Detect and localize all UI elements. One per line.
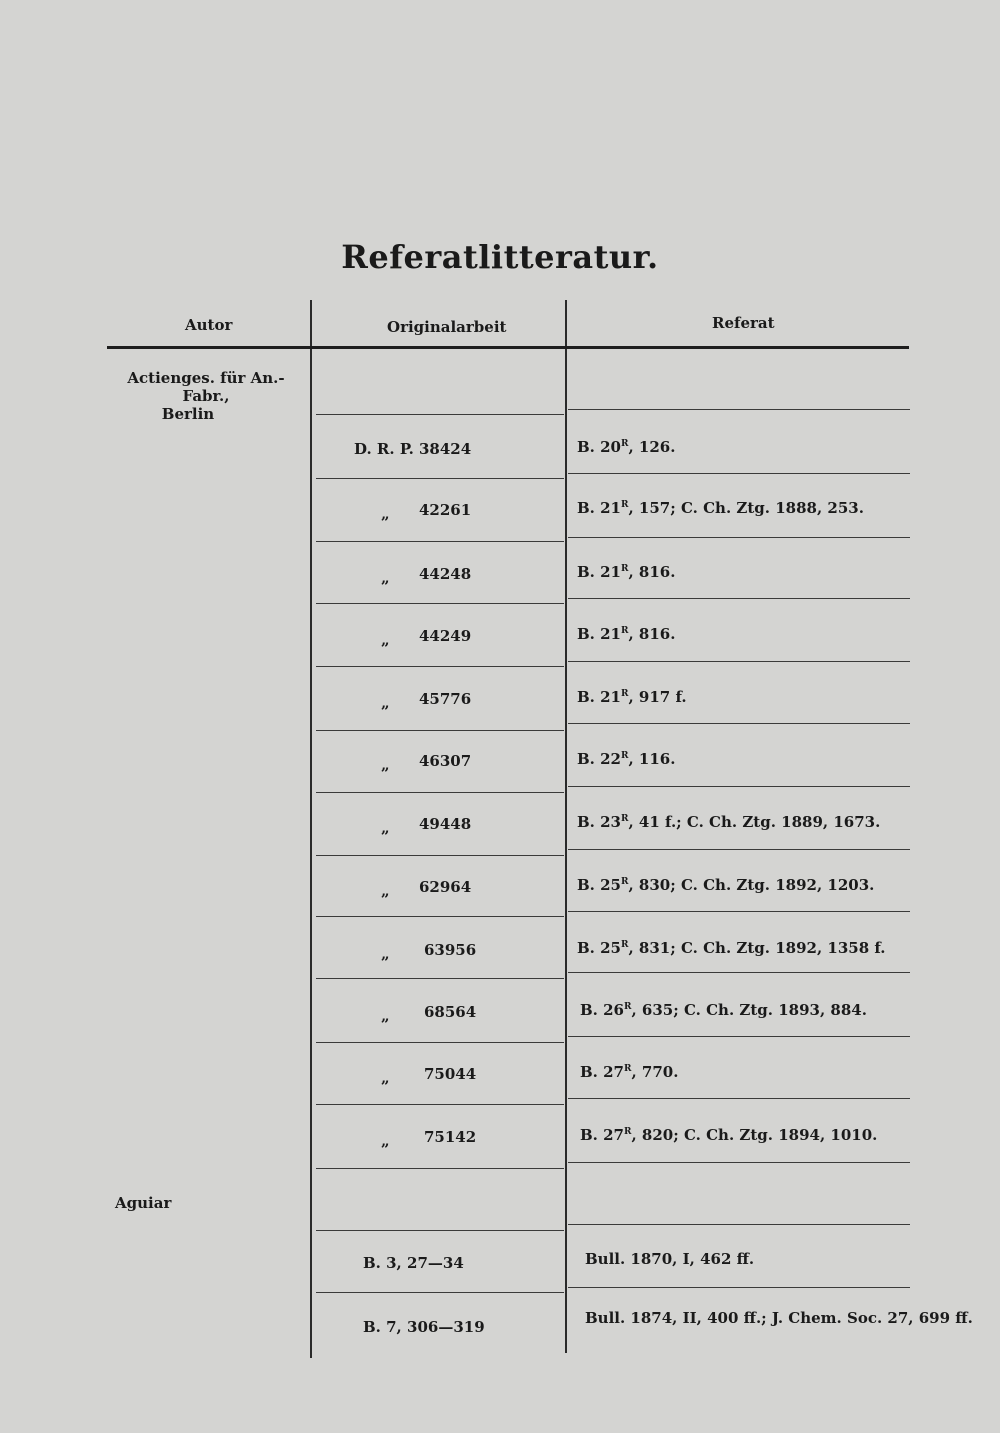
referat-cell (577, 625, 675, 643)
row-separator (568, 473, 910, 474)
orig-number: 75142 (424, 1128, 477, 1146)
referat-volume: B. 27 (580, 1063, 624, 1081)
orig-number: 62964 (419, 878, 472, 896)
referat-superscript: R (621, 689, 629, 699)
aguiar-ref-2: Bull. 1874, II, 400 ff.; J. Chem. Soc. 27, 699 ff. (585, 1309, 973, 1327)
orig-prefix: „ (381, 819, 390, 837)
aguiar-orig-1: B. 3, 27—34 (363, 1254, 464, 1272)
orig-prefix: D. R. P. (354, 440, 414, 458)
row-separator (568, 972, 910, 973)
orig-prefix: „ (381, 882, 390, 900)
referat-superscript: R (621, 500, 629, 510)
orig-prefix: „ (381, 505, 390, 523)
author-line-2: Berlin (161, 405, 215, 423)
referat-superscript: R (624, 1002, 632, 1012)
referat-superscript: R (621, 877, 629, 887)
referat-cell (577, 563, 675, 581)
referat-pages: , 635; C. Ch. Ztg. 1893, 884. (631, 1001, 867, 1019)
row-separator (568, 1287, 910, 1288)
referat-volume: B. 21 (577, 688, 621, 706)
row-separator (568, 1098, 910, 1099)
author-actienges (104, 369, 308, 423)
orig-number: 46307 (419, 752, 472, 770)
orig-prefix: „ (381, 694, 390, 712)
referat-volume: B. 27 (580, 1126, 624, 1144)
referat-volume: B. 26 (580, 1001, 624, 1019)
referat-pages: , 831; C. Ch. Ztg. 1892, 1358 f. (628, 939, 886, 957)
orig-number: 44248 (419, 565, 472, 583)
row-separator (316, 666, 564, 667)
referat-cell (577, 876, 874, 894)
referat-pages: , 126. (628, 438, 676, 456)
row-separator (568, 1224, 910, 1225)
row-separator (568, 1036, 910, 1037)
aguiar-ref-1: Bull. 1870, I, 462 ff. (585, 1250, 755, 1268)
header-autor: Autor (185, 316, 233, 334)
row-separator (316, 1168, 564, 1169)
author-aguiar: Aguiar (115, 1194, 172, 1212)
row-separator (568, 911, 910, 912)
referat-pages: , 820; C. Ch. Ztg. 1894, 1010. (631, 1126, 878, 1144)
referat-volume: B. 25 (577, 939, 621, 957)
page-title: Referatlitteratur. (341, 238, 659, 276)
orig-number: 75044 (424, 1065, 477, 1083)
referat-cell (580, 1063, 678, 1081)
referat-cell (577, 813, 880, 831)
referat-pages: , 41 f.; C. Ch. Ztg. 1889, 1673. (628, 813, 881, 831)
row-separator (316, 916, 564, 917)
referat-volume: B. 21 (577, 499, 621, 517)
orig-prefix: „ (381, 1132, 390, 1150)
referat-cell (577, 750, 675, 768)
orig-number: 42261 (419, 501, 472, 519)
referat-superscript: R (621, 814, 629, 824)
row-separator (316, 978, 564, 979)
row-separator (316, 1230, 564, 1231)
row-separator (316, 855, 564, 856)
row-separator (568, 1162, 910, 1163)
orig-prefix: „ (381, 569, 390, 587)
header-originalarbeit: Originalarbeit (387, 318, 507, 336)
orig-prefix: „ (381, 1069, 390, 1087)
referat-superscript: R (624, 1064, 632, 1074)
orig-number: 49448 (419, 815, 472, 833)
row-separator (316, 730, 564, 731)
referat-pages: , 770. (631, 1063, 679, 1081)
referat-superscript: R (621, 439, 629, 449)
referat-pages: , 157; C. Ch. Ztg. 1888, 253. (628, 499, 864, 517)
referat-cell (577, 688, 687, 706)
referat-superscript: R (621, 564, 629, 574)
referat-pages: , 917 f. (628, 688, 687, 706)
referat-volume: B. 25 (577, 876, 621, 894)
orig-prefix: „ (381, 756, 390, 774)
referat-pages: , 830; C. Ch. Ztg. 1892, 1203. (628, 876, 875, 894)
row-separator (568, 786, 910, 787)
row-separator (568, 537, 910, 538)
referat-volume: B. 21 (577, 563, 621, 581)
referat-volume: B. 22 (577, 750, 621, 768)
orig-prefix: „ (381, 1007, 390, 1025)
orig-number: 68564 (424, 1003, 477, 1021)
orig-number: 63956 (424, 941, 477, 959)
referat-volume: B. 23 (577, 813, 621, 831)
referat-pages: , 816. (628, 563, 676, 581)
referat-cell (577, 499, 864, 517)
referat-volume: B. 20 (577, 438, 621, 456)
row-separator (568, 723, 910, 724)
referat-cell (580, 1126, 877, 1144)
orig-number: 45776 (419, 690, 472, 708)
referat-pages: , 116. (628, 750, 676, 768)
referat-cell (580, 1001, 867, 1019)
orig-number: 38424 (419, 440, 472, 458)
referat-superscript: R (624, 1127, 632, 1137)
row-separator (316, 478, 564, 479)
referat-cell (577, 438, 675, 456)
referat-cell (577, 939, 886, 957)
orig-prefix: „ (381, 631, 390, 649)
referat-superscript: R (621, 626, 629, 636)
orig-number: 44249 (419, 627, 472, 645)
header-referat: Referat (712, 314, 775, 332)
row-separator (316, 541, 564, 542)
row-separator (568, 598, 910, 599)
row-separator (568, 661, 910, 662)
row-separator (316, 603, 564, 604)
author-line-1: Actienges. für An.-Fabr., (127, 369, 285, 405)
row-separator (316, 792, 564, 793)
referat-volume: B. 21 (577, 625, 621, 643)
row-separator (316, 1292, 564, 1293)
header-rule (107, 346, 909, 349)
row-separator (316, 414, 564, 415)
referat-superscript: R (621, 751, 629, 761)
row-separator (568, 409, 910, 410)
aguiar-orig-2: B. 7, 306—319 (363, 1318, 485, 1336)
referat-superscript: R (621, 940, 629, 950)
column-divider-2 (565, 300, 567, 1353)
referat-pages: , 816. (628, 625, 676, 643)
column-divider-1 (310, 300, 312, 1358)
row-separator (316, 1104, 564, 1105)
orig-prefix: „ (381, 945, 390, 963)
row-separator (568, 849, 910, 850)
row-separator (316, 1042, 564, 1043)
